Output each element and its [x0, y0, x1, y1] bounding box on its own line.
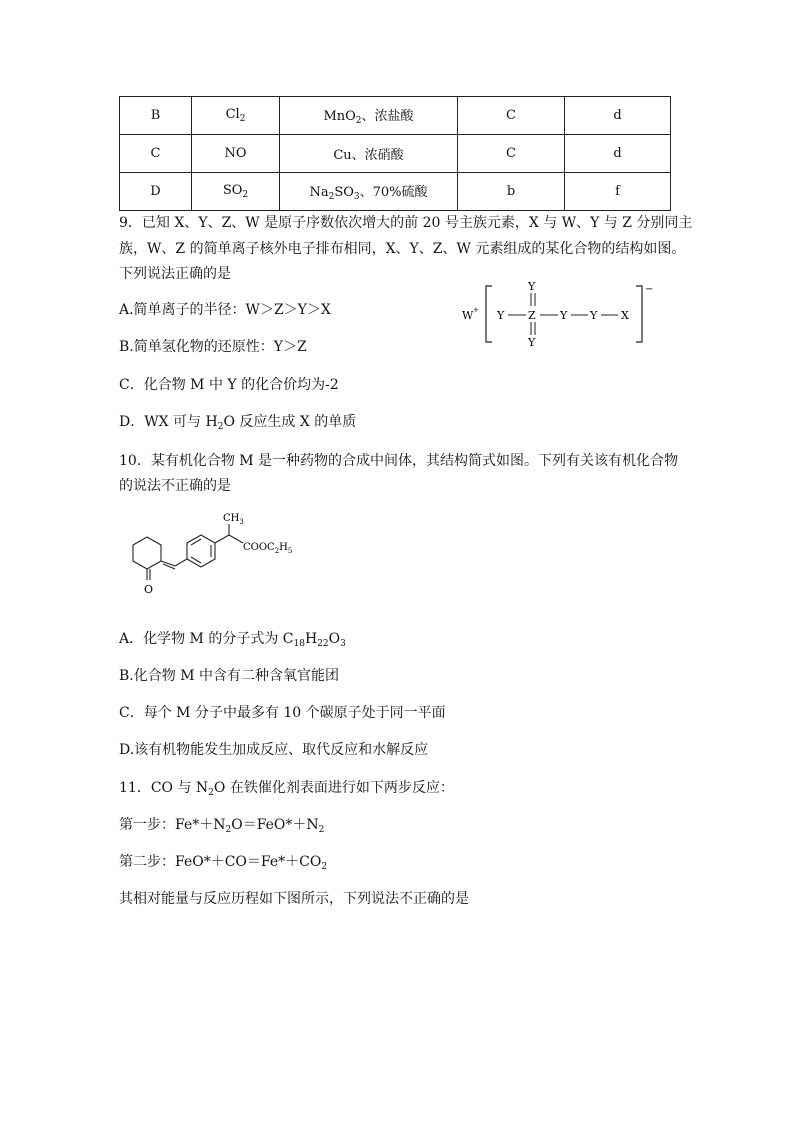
table-cell: b	[458, 173, 565, 211]
q10-option-a: A．化学物 M 的分子式为 $C_{18}H_{22}O_3$	[119, 631, 346, 649]
table-cell: C	[458, 97, 565, 135]
q9-stem-line3: 下列说法正确的是	[119, 266, 231, 282]
cation-w: W	[462, 309, 474, 322]
table-cell: Cu、浓硝酸	[280, 135, 458, 173]
x-atom: X	[621, 309, 629, 322]
table-cell: $Na_2SO_3$、70%硫酸	[280, 173, 458, 211]
y-atom-top: Y	[528, 280, 536, 293]
ester-label: $COOC_2H_5$	[243, 542, 293, 555]
table-cell: d	[565, 97, 671, 135]
q10-stem-line1: 10．某有机化合物 M 是一种药物的合成中间体，其结构简式如图。下列有关该有机化合物	[119, 453, 679, 469]
y-atom: Y	[560, 309, 568, 322]
q9-stem-line2: 族，W、Z 的简单离子核外电子排布相同，X、Y、Z、W 元素组成的某化合物的结构如图。	[119, 241, 686, 257]
table-row	[120, 97, 671, 135]
options-table	[119, 96, 671, 211]
q9-stem-line1: 9．已知 X、Y、Z、W 是原子序数依次增大的前 20 号主族元素，X 与 W、Y 与 Z 分别同主	[119, 215, 693, 231]
ch3-label: $CH_3$	[223, 513, 244, 526]
q11-prompt: 其相对能量与反应历程如下图所示，下列说法不正确的是	[119, 891, 469, 907]
y-atom: Y	[497, 309, 505, 322]
q9-option-b: B.简单氢化物的还原性：Y＞Z	[119, 339, 307, 355]
q10-option-d: D.该有机物能发生加成反应、取代反应和水解反应	[119, 742, 429, 758]
oxygen-label: O	[144, 583, 154, 596]
molecule-m-figure	[119, 508, 314, 604]
y-atom-bottom: Y	[528, 336, 536, 349]
y-atom: Y	[590, 309, 598, 322]
ionic-structure-figure	[458, 278, 658, 350]
cation-charge: +	[473, 306, 479, 314]
table-cell: f	[565, 173, 671, 211]
table-cell: D	[120, 173, 192, 211]
table-cell: d	[565, 135, 671, 173]
q11-stem: 11．CO 与 $N_2O$ 在铁催化剂表面进行如下两步反应：	[119, 780, 454, 798]
table-row	[120, 173, 671, 211]
q11-step1: 第一步：$Fe*+N_2O=FeO*+N_2$	[119, 817, 325, 835]
q10-option-c: C．每个 M 分子中最多有 10 个碳原子处于同一平面	[119, 705, 446, 721]
table-cell: C	[120, 135, 192, 173]
q10-option-b: B.化合物 M 中含有二种含氧官能团	[119, 668, 339, 684]
table-row	[120, 135, 671, 173]
q10-stem-line2: 的说法不正确的是	[119, 478, 231, 494]
table-cell: $SO_2$	[192, 173, 280, 211]
q9-option-c: C．化合物 M 中 Y 的化合价均为-2	[119, 377, 339, 393]
q11-step2: 第二步：$FeO*+CO=Fe*+CO_2$	[119, 854, 328, 872]
table-cell: B	[120, 97, 192, 135]
table-cell: MnO$_2$、浓盐酸	[280, 97, 458, 135]
z-atom: Z	[528, 309, 536, 322]
table-cell: $Cl_2$	[192, 97, 280, 135]
q9-option-d: D．WX 可与 $H_2O$ 反应生成 X 的单质	[119, 414, 357, 432]
table-cell: C	[458, 135, 565, 173]
q9-option-a: A.简单离子的半径：W＞Z＞Y＞X	[119, 302, 331, 318]
anion-charge: −	[645, 284, 654, 295]
table-cell: NO	[192, 135, 280, 173]
